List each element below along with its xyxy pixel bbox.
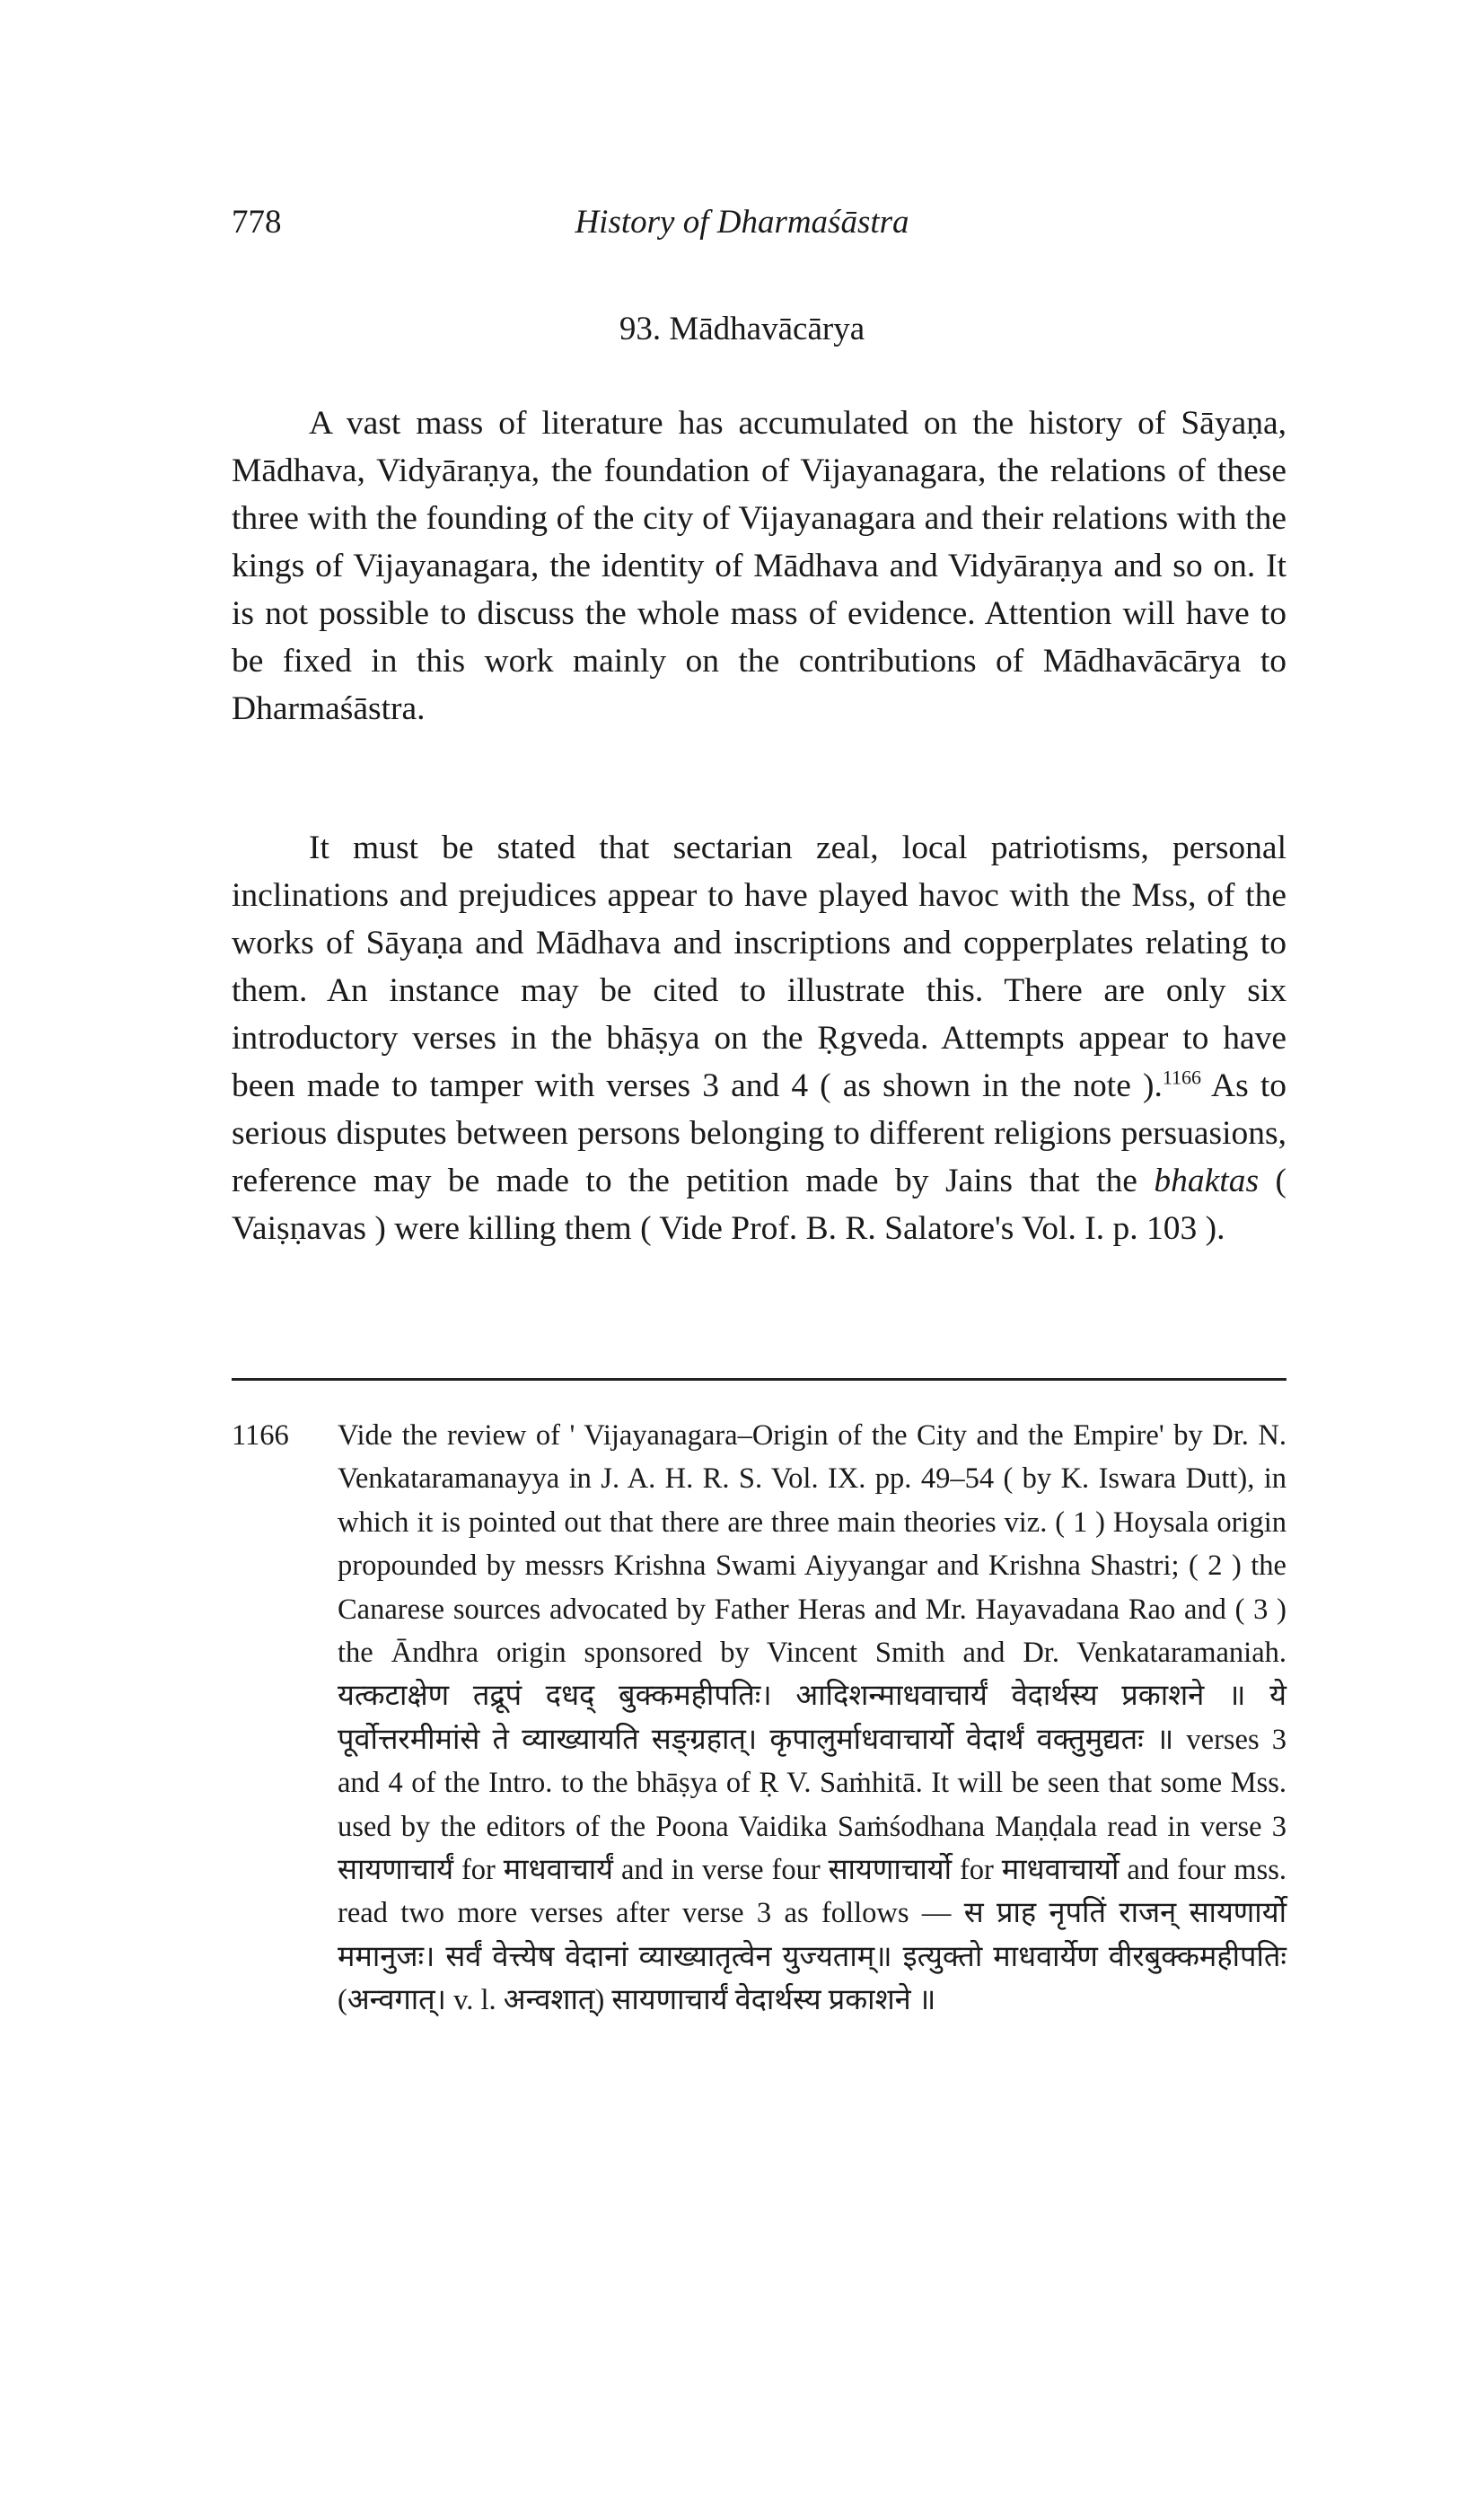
footnote-number: 1166 xyxy=(232,1419,289,1452)
running-title: History of Dharmaśāstra xyxy=(575,204,909,241)
page-number: 778 xyxy=(232,204,282,241)
footnote xyxy=(232,1414,1286,2023)
footnote-text: Vide the review of ' Vijayanagara–Origin of the City and the Empire' by Dr. N. Venkataramanayya in J. A. H. R. S. Vol. IX. pp. 49–54 ( by K. Iswara Dutt), in which it is pointed out that there are three main theories viz. ( 1 ) Hoysala origin propounded by messrs Krishna Swami Aiyyangar and Krishna Shastri; ( 2 ) the Canarese sources advocated by Father Heras and Mr. Hayavadana Rao and ( 3 ) the Āndhra origin sponsored by Vincent Smith and Dr. Venkataramaniah. यत्कटाक्षेण तद्रूपं दधद् बुक्कमहीपतिः। आदिशन्माधवाचार्यं वेदार्थस्य प्रकाशने ॥ ये पूर्वोत्तरमीमांसे ते व्याख्यायति सङ्ग्रहात्। कृपालुर्माधवाचार्यो वेदार्थं वक्तुमुद्यतः ॥ verses 3 and 4 of the Intro. to the bhāṣya of Ṛ V. Saṁhitā. It will be seen that some Mss. used by the editors of the Poona Vaidika Saṁśodhana Maṇḍala read in verse 3 सायणाचार्यं for माधवाचार्यं and in verse four सायणाचार्यो for माधवाचार्यो and four mss. read two more verses after verse 3 as follows — स प्राह नृपतिं राजन् सायणार्यो ममानुजः। सर्वं वेत्त्येष वेदानां व्याख्यातृत्वेन युज्यताम्॥ इत्युक्तो माधवार्येण वीरबुक्कमहीपतिः (अन्वगात्। v. l. अन्वशात्) सायणाचार्यं वेदार्थस्य प्रकाशने ॥ xyxy=(338,1419,1286,2017)
paragraph-2 xyxy=(232,824,1286,1252)
section-title: 93. Mādhavācārya xyxy=(619,311,865,347)
italic-term-bhaktas: bhaktas xyxy=(1154,1163,1260,1199)
footnote-reference: 1166 xyxy=(1162,1066,1202,1089)
paragraph-2-text-b: As to serious disputes between persons belonging to different religions persuasions, reference may be made to the petition made by Jains that the xyxy=(232,1067,1286,1199)
paragraph-2-text-c: ( Vaiṣṇavas ) were killing them ( Vide Prof. B. R. Salatore's Vol. I. p. 103 ). xyxy=(232,1163,1286,1247)
footnote-divider xyxy=(232,1378,1286,1381)
paragraph-1: A vast mass of literature has accumulated on the history of Sāyaṇa, Mādhava, Vidyāraṇya, the foundation of Vijayanagara, the relations of these three with the founding of the city of Vijayanagara and their relations with the kings of Vijayanagara, the identity of Mādhava and Vidyāraṇya and so on. It is not possible to discuss the whole mass of evidence. Attention will have to be fixed in this work mainly on the contributions of Mādhavācārya to Dharmaśāstra. xyxy=(232,405,1286,727)
paragraph-2-text-a: It must be stated that sectarian zeal, local patriotisms, personal inclinations and prejudices appear to have played havoc with the Mss, of the works of Sāyaṇa and Mādhava and inscriptions and copperplates relating to them. An instance may be cited to illustrate this. There are only six introductory verses in the bhāṣya on the Ṛgveda. Attempts appear to have been made to tamper with verses 3 and 4 ( as shown in the note ). xyxy=(232,830,1286,1104)
